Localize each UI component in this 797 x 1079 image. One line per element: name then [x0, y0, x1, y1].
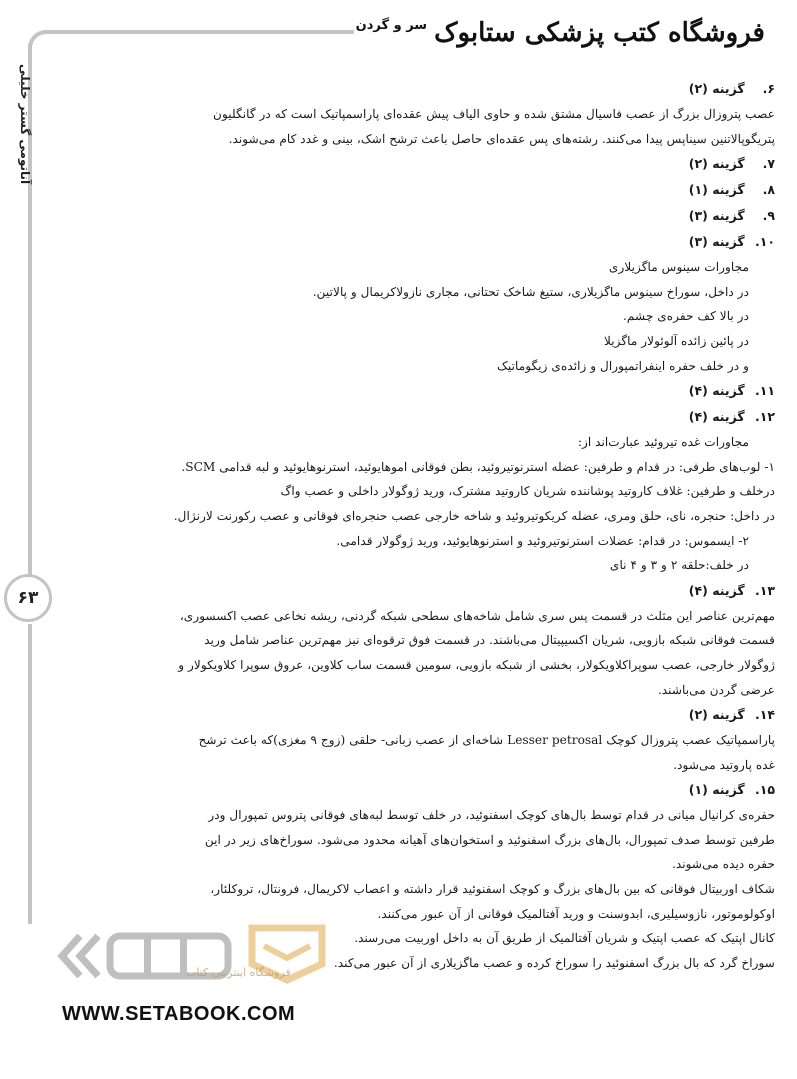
explanation-line: در بالا کف حفره‌ی چشم. — [622, 309, 749, 324]
answer-label: گزینه (۴) — [688, 383, 745, 399]
answer-number: ۱۰. — [754, 234, 775, 250]
answer-item — [62, 702, 775, 728]
explanation-line: در داخل: حنجره، نای، حلق ومری، عضله کریکوتیروئید و شاخه خارجی عصب حنجره‌ای فوقانی و عصب رکورنت لارنژال. — [173, 508, 775, 523]
explanation-line: اوکولوموتور، نازوسیلیری، ابدوسنت و ورید آفتالمیک فوقانی از آن عبور می‌کنند. — [377, 906, 775, 921]
explanation-line: درخلف و طرفین: غلاف کاروتید پوشاننده شریان کاروتید مشترک، ورید ژوگولار داخلی و عصب واگ — [280, 484, 775, 499]
explanation-line: حفره دیده می‌شوند. — [671, 857, 775, 872]
explanation-line: پاراسمپاتیک عصب پتروزال کوچک Lesser petrosal شاخه‌ای از عصب زبانی- حلقی (زوج ۹ مغزی)که باعث ترشح — [198, 733, 775, 748]
answer-number: ۱۴. — [754, 707, 775, 723]
answer-number: ۱۵. — [754, 782, 775, 798]
answer-label: گزینه (۳) — [688, 234, 745, 250]
explanation-line: کانال اپتیک که عصب اپتیک و شریان آفتالمیک از طریق آن به داخل اوربیت می‌رسند. — [354, 931, 775, 946]
explanation-line: قسمت فوقانی شبکه بازویی، شریان اکسیپیتال می‌باشند. در قسمت فوق ترقوه‌ای نیز مهم‌ترین عناصر شامل ورید — [204, 633, 775, 648]
answer-number: ۶. — [762, 81, 775, 96]
answer-item — [62, 203, 775, 229]
answer-label: گزینه (۱) — [688, 782, 745, 798]
answer-item — [62, 76, 775, 102]
answer-label: گزینه (۲) — [688, 81, 745, 96]
watermark-tagline: فروشگاه اینترنتی کتاب — [186, 966, 291, 979]
explanation-line: ژوگولار خارجی، عصب سوپراکلاویکولار، بخشی از شبکه بازویی، سومین قسمت ساب کلاوین، عروق سوپرا کلاویکولار و — [178, 657, 775, 672]
answer-number: ۱۳. — [754, 582, 775, 598]
answer-key-content — [62, 76, 775, 975]
answer-number: ۹. — [762, 208, 775, 224]
explanation-line: سوراخ گرد که بال بزرگ اسفنوئید را سوراخ کرده و عصب ماگزیلاری از آن عبور می‌کند. — [333, 955, 775, 970]
explanation-line: غده پاروتید می‌شود. — [673, 757, 775, 772]
answer-item — [62, 578, 775, 604]
explanation-line: ۱- لوب‌های طرفی: در قدام و طرفین: عضله استرنوتیروئید، بطن فوقانی اموهایوئید، استرنوهایوئید و لبه قدامی SCM. — [181, 459, 775, 474]
explanation-line: و در خلف حفره اینفراتمپورال و زائده‌ی زیگوماتیک — [497, 358, 749, 373]
answer-label: گزینه (۴) — [688, 582, 745, 598]
answer-item — [62, 404, 775, 430]
answer-label: گزینه (۱) — [688, 182, 745, 198]
answer-item — [62, 177, 775, 203]
explanation-line: ۲- ایسموس: در قدام: عضلات استرنوتیروئید و استرنوهایوئید، ورید ژوگولار قدامی. — [336, 533, 749, 548]
explanation-line: در پائین زائده آلوئولار ماگزیلا — [603, 333, 749, 348]
explanation-line: در خلف:حلقه ۲ و ۳ و ۴ نای — [609, 558, 749, 573]
answer-number: ۷. — [762, 156, 775, 172]
answer-item — [62, 378, 775, 404]
header-title: فروشگاه کتب پزشکی ستابوک — [434, 18, 765, 48]
logo-chevrons-icon — [62, 936, 98, 976]
answer-item — [62, 777, 775, 803]
answer-label: گزینه (۴) — [688, 409, 745, 425]
answer-label: گزینه (۲) — [688, 707, 745, 723]
answer-label: گزینه (۳) — [688, 208, 745, 224]
answer-label: گزینه (۲) — [688, 156, 745, 172]
explanation-line: عصب پتروزال بزرگ از عصب فاسیال مشتق شده و حاوی الیاف پیش عقده‌ای پاراسمپاتیک است که در گانگلیون — [213, 107, 775, 121]
answer-item — [62, 229, 775, 255]
page-frame-left-lower — [28, 624, 32, 924]
watermark-url[interactable]: WWW.SETABOOK.COM — [62, 1003, 296, 1025]
answer-number: ۱۱. — [754, 383, 775, 399]
explanation-line: مجاورات سینوس ماگزیلاری — [608, 260, 749, 275]
answer-number: ۱۲. — [754, 409, 775, 425]
explanation-line: شکاف اوربیتال فوقانی که بین بال‌های بزرگ و کوچک اسفنوئید قرار داشته و اعصاب لاکریمال، فرونتال، تروکلئار، — [210, 882, 775, 897]
answer-number: ۸. — [762, 182, 775, 198]
setabook-logo — [52, 918, 352, 1000]
explanation-line: حفره‌ی کرانیال میانی در قدام توسط بال‌های کوچک اسفنوئید، در خلف توسط لبه‌های فوقانی پتروس تمپورال ودر — [208, 808, 775, 823]
answer-item — [62, 151, 775, 177]
explanation-line: عرضی گردن می‌باشند. — [657, 682, 775, 697]
side-author-label: آناتومی گستر خلیلی — [18, 64, 32, 185]
explanation-line: پتریگوپالاتنین سیناپس پیدا می‌کنند. رشته‌های پس عقده‌ای حاصل باعث ترشح اشک، بینی و غدد کام می‌شوند. — [228, 131, 775, 146]
page-header — [356, 18, 765, 48]
page-frame-top — [28, 30, 354, 50]
explanation-line: مهم‌ترین عناصر این مثلث در قسمت پس سری شامل شاخه‌های سطحی شبکه گردنی، ریشه نخاعی عصب اکسسوری، — [179, 608, 775, 623]
explanation-line: در داخل، سوراخ سینوس ماگزیلاری، ستیغ شاخک تحتانی، مجاری نازولاکریمال و پالاتین. — [312, 284, 749, 299]
explanation-line: طرفین توسط صدف تمپورال، بال‌های بزرگ اسفنوئید و استخوان‌های آهیانه محدود می‌شود. سوراخ‌های زیر در این — [204, 832, 775, 847]
header-subtitle: سر و گردن — [355, 18, 428, 33]
page-number: ۶۳ — [4, 574, 52, 622]
explanation-line: مجاورات غده تیروئید عبارت‌اند از: — [577, 435, 749, 450]
